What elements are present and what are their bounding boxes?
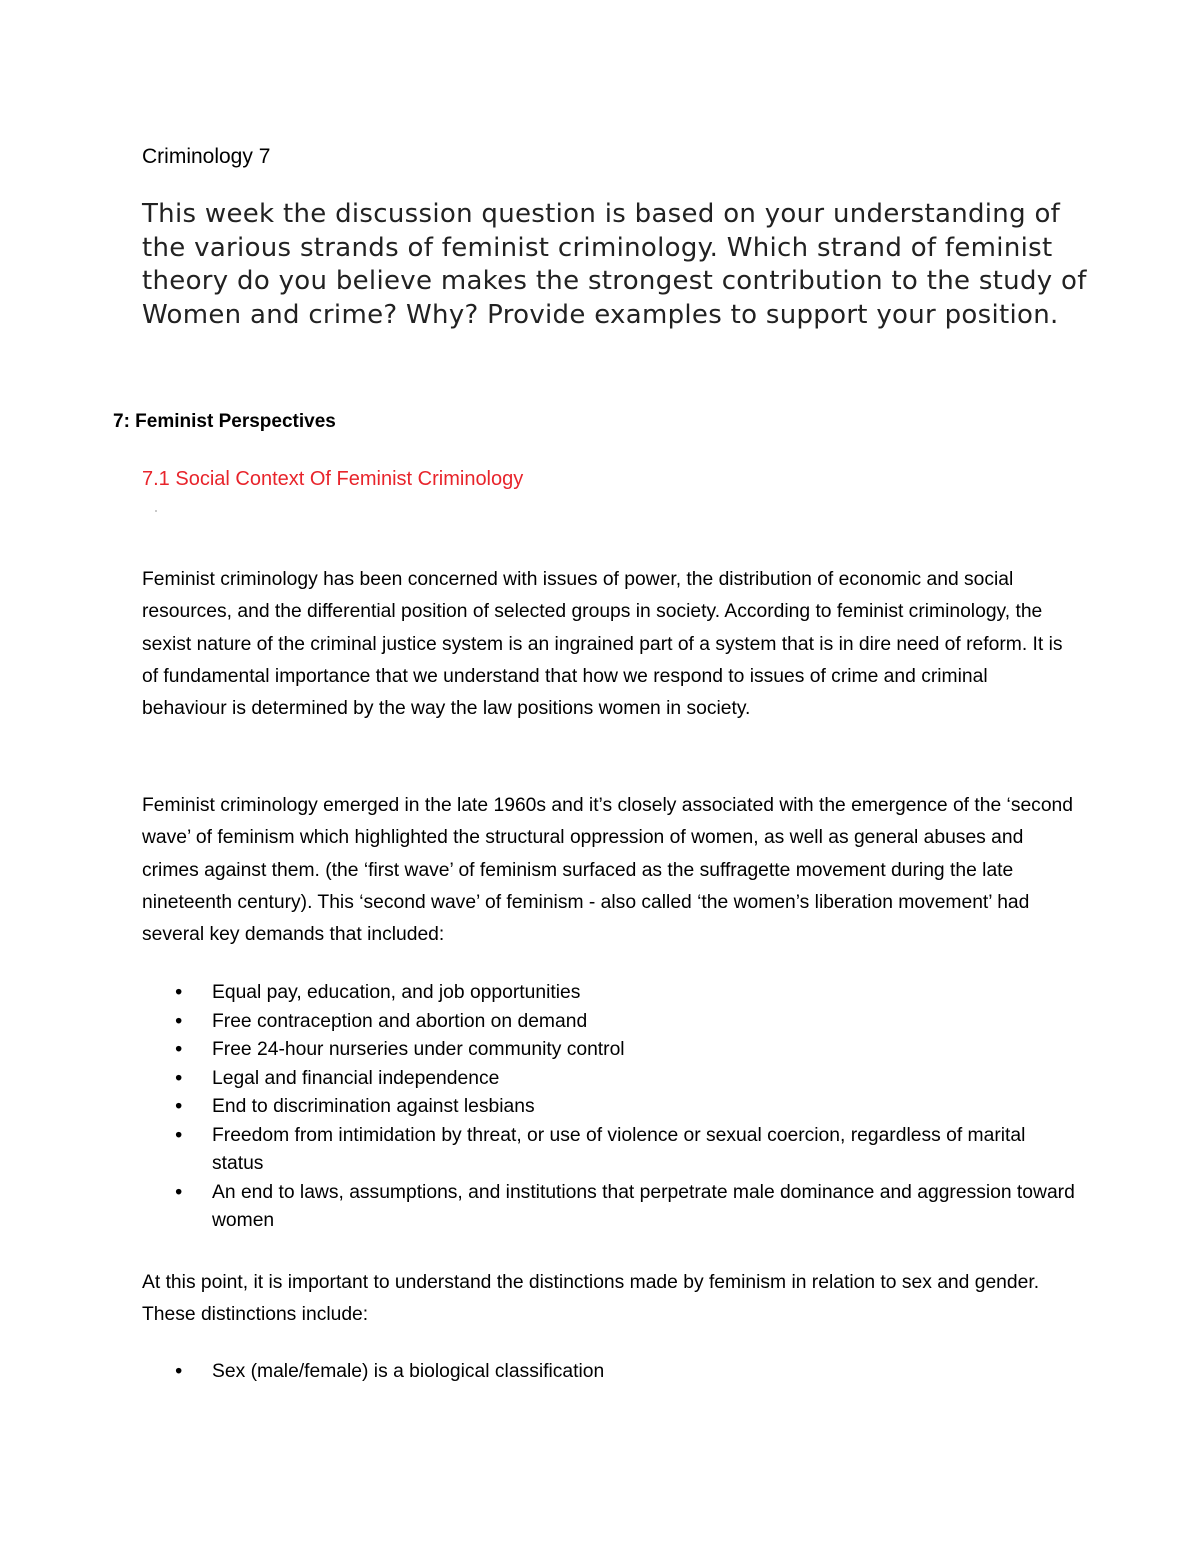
bullet-icon: • xyxy=(173,1066,185,1090)
paragraph-intro: Feminist criminology has been concerned with issues of power, the distribution of economic and social resources, and the differential position of selected groups in society. According to feminist criminology, the sexist nature of the criminal justice system is an ingrained part of a system that is in dire need of reform. It is of fundamental importance that we understand that how we respond to issues of crime and criminal behaviour is determined by the way the law positions women in society. xyxy=(142,569,1063,720)
list-item xyxy=(142,1122,1082,1179)
list-item-text: Equal pay, education, and job opportunities xyxy=(212,982,581,1003)
list-item-text: Free 24-hour nurseries under community control xyxy=(212,1039,625,1060)
section-heading: 7.1 Social Context Of Feminist Criminology xyxy=(142,468,524,490)
list-item-text: End to discrimination against lesbians xyxy=(212,1096,535,1117)
discussion-question: This week the discussion question is based on your understanding of the various strands of feminist criminology. Which strand of feminist theory do you believe makes the strongest contribution to the study of Women and crime? Why? Provide examples to support your position. xyxy=(142,199,1087,330)
list-item xyxy=(142,1008,1082,1037)
list-item xyxy=(142,1065,1082,1094)
bullet-icon: • xyxy=(173,1360,185,1383)
list-item-text: Sex (male/female) is a biological classification xyxy=(212,1361,605,1382)
bullet-icon: • xyxy=(173,1123,185,1147)
list-item-text: Freedom from intimidation by threat, or use of violence or sexual coercion, regardless of marital status xyxy=(212,1124,1026,1174)
paragraph-distinctions: At this point, it is important to understand the distinctions made by feminism in relation to sex and gender. These distinctions include: xyxy=(142,1272,1040,1326)
list-item-text: Legal and financial independence xyxy=(212,1067,500,1089)
demands-list xyxy=(142,979,1082,1236)
list-item xyxy=(142,979,1082,1008)
bullet-icon: • xyxy=(173,1038,185,1061)
bullet-icon: • xyxy=(173,1009,185,1033)
list-item xyxy=(142,1179,1082,1236)
bullet-icon: • xyxy=(173,1180,185,1204)
list-item xyxy=(142,1358,1082,1387)
paragraph-emergence: Feminist criminology emerged in the late 1960s and it’s closely associated with the emergence of the ‘second wave’ of feminism which highlighted the structural oppression of women, as well as general abuses and crimes against them. (the ‘first wave’ of feminism surfaced as the suffragette movement during the late nineteenth century). This ‘second wave’ of feminism - also called ‘the women’s liberation movement’ had several key demands that included: xyxy=(142,795,1073,946)
distinctions-list xyxy=(142,1358,1082,1387)
chapter-heading: 7: Feminist Perspectives xyxy=(113,411,336,432)
stray-mark xyxy=(155,510,157,512)
course-title: Criminology 7 xyxy=(142,145,271,168)
list-item-text: An end to laws, assumptions, and institutions that perpetrate male dominance and aggression toward women xyxy=(212,1181,1075,1231)
list-item-text: Free contraception and abortion on demand xyxy=(212,1010,588,1032)
list-item xyxy=(142,1036,1082,1065)
bullet-icon: • xyxy=(173,981,185,1004)
list-item xyxy=(142,1093,1082,1122)
bullet-icon: • xyxy=(173,1095,185,1118)
